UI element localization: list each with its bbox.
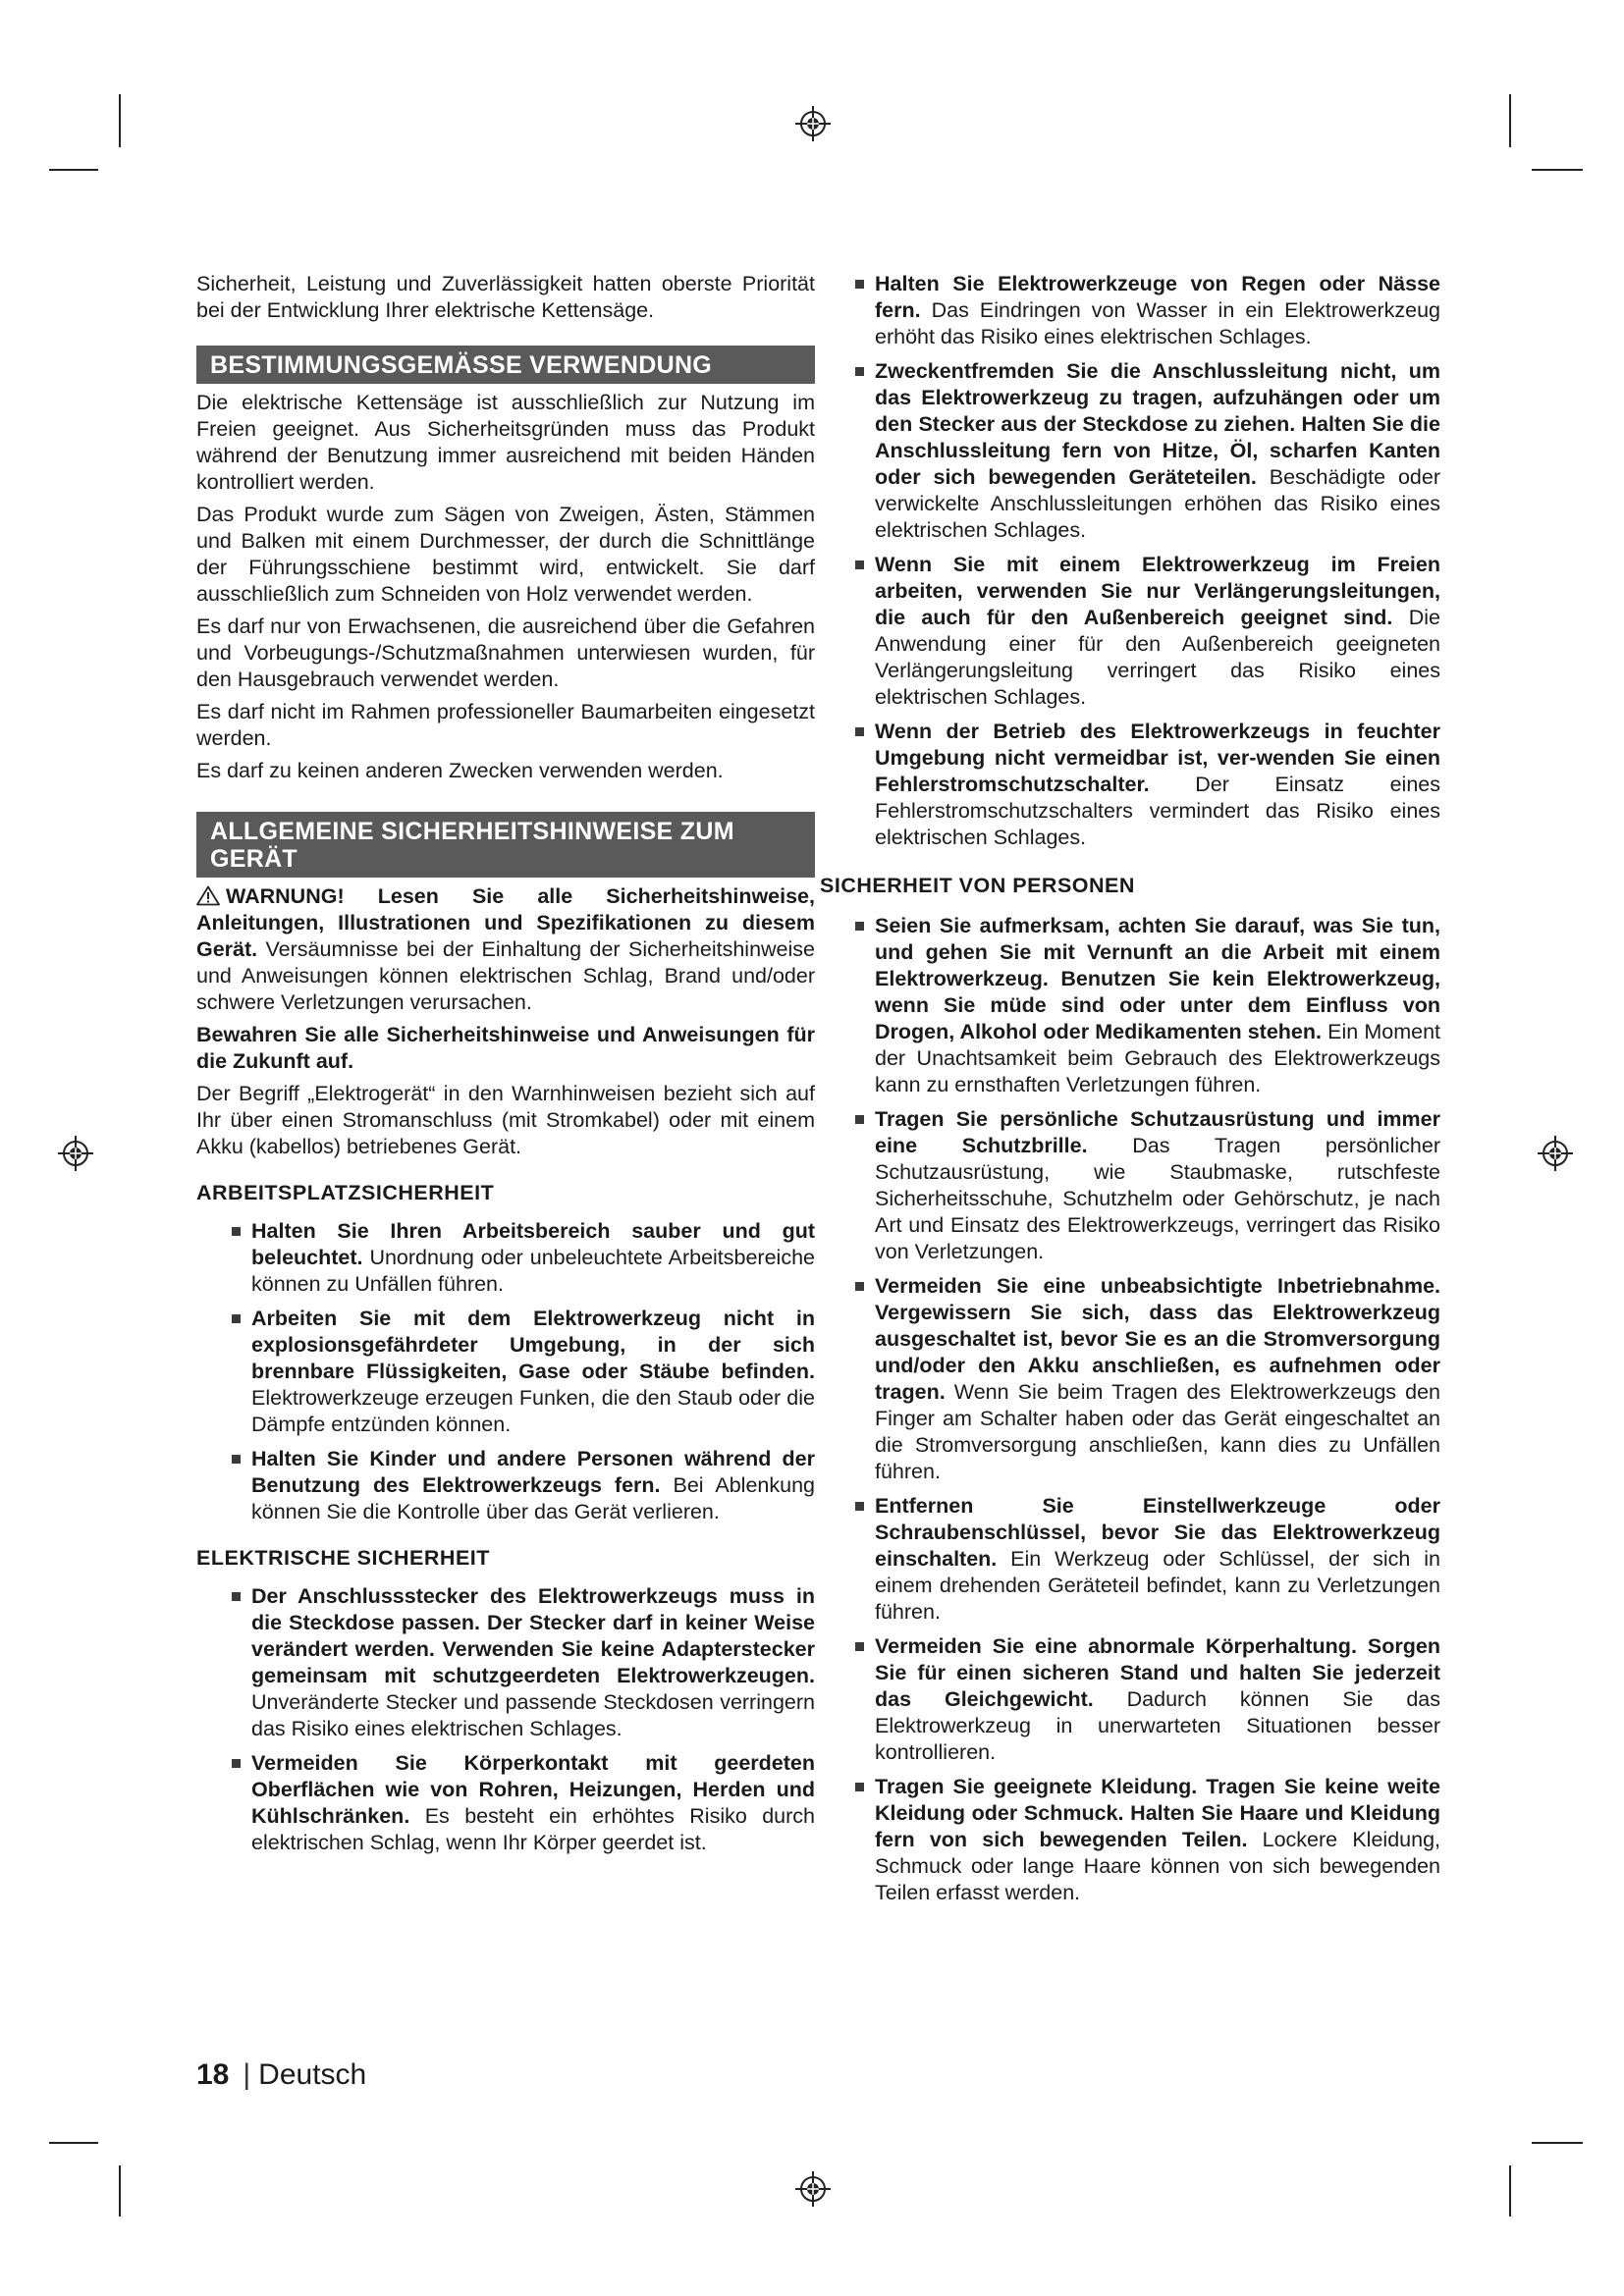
bullet-square-icon: [855, 1642, 864, 1651]
list-item: Tragen Sie persönliche Schutzausrüstung und immer eine Schutzbrille. Das Tragen persönlicher Schutzausrüstung, wie Staubmaske, rutschfeste Sicherheitsschuhe, Schutzhelm oder Gehörschutz, je nach Art und Einsatz des Elektrowerkzeugs, verringert das Risiko von Verletzungen.: [855, 1106, 1440, 1265]
bullet-square-icon: [855, 367, 864, 376]
bullet-square-icon: [232, 1314, 241, 1323]
registration-mark-icon: [1536, 1134, 1575, 1173]
intended-use-paragraph: Es darf nur von Erwachsenen, die ausreichend über die Gefahren und Vorbeugungs-/Schutzmaßnahmen unterwiesen wurden, für den Hausgebrauch verwendet werden.: [196, 614, 815, 691]
electrical-safety-list: [196, 1583, 815, 1856]
bullet-square-icon: [232, 1592, 241, 1601]
bullet-square-icon: [855, 1115, 864, 1124]
bullet-square-icon: [232, 1759, 241, 1768]
list-item: Halten Sie Kinder und andere Personen während der Benutzung des Elektrowerkzeugs fern. Bei Ablenkung können Sie die Kontrolle über das Gerät verlieren.: [232, 1446, 815, 1525]
subheading-personal-safety: SICHERHEIT VON PERSONEN: [820, 874, 1135, 897]
crop-mark-top-right-horizontal: [1532, 169, 1583, 171]
keep-instructions-paragraph: [196, 1022, 815, 1075]
intended-use-paragraph: Das Produkt wurde zum Sägen von Zweigen, Ästen, Stämmen und Balken mit einem Durchmesser, der durch die Schnittlänge der Führungsschiene bestimmt wird, entwickelt. Sie darf ausschließlich zum Schneiden von Holz verwendet werden.: [196, 503, 815, 606]
subheading-workplace-safety: ARBEITSPLATZSICHERHEIT: [196, 1181, 495, 1204]
registration-mark-icon: [793, 104, 833, 143]
list-item: Seien Sie aufmerksam, achten Sie darauf, was Sie tun, und gehen Sie mit Vernunft an die Arbeit mit einem Elektrowerkzeug. Benutzen Sie kein Elektrowerkzeug, wenn Sie müde sind oder unter dem Einfluss von Drogen, Alkohol oder Medikamenten stehen. Ein Moment der Unachtsamkeit beim Gebrauch des Elektrowerkzeugs kann zu ernsthaften Verletzungen führen.: [855, 913, 1440, 1098]
left-column: [196, 271, 815, 1864]
warning-triangle-icon: [196, 885, 220, 906]
intro-paragraph: Sicherheit, Leistung und Zuverlässigkeit hatten oberste Priorität bei der Entwicklung Ihrer elektrische Kettensäge.: [196, 272, 815, 322]
warning-bold-text: WARNUNG! Lesen Sie alle Sicherheitshinweise, Anleitungen, Illustrationen und Spezifikationen zu diesem Gerät.: [196, 884, 815, 961]
subheading-electrical-safety: ELEKTRISCHE SICHERHEIT: [196, 1546, 490, 1570]
bullet-square-icon: [855, 1783, 864, 1791]
list-item: Wenn Sie mit einem Elektrowerkzeug im Freien arbeiten, verwenden Sie nur Verlängerungsleitungen, die auch für den Außenbereich geeignet sind. Die Anwendung einer für den Außenbereich geeigneten Verlängerungsleitung verringert das Risiko eines elektrischen Schlages.: [855, 552, 1440, 711]
bullet-square-icon: [855, 1502, 864, 1511]
footer-language: Deutsch: [258, 2058, 367, 2091]
bullet-square-icon: [232, 1455, 241, 1464]
bullet-square-icon: [855, 280, 864, 289]
intended-use-paragraph: Es darf nicht im Rahmen professioneller Baumarbeiten eingesetzt werden.: [196, 700, 815, 750]
list-item: Vermeiden Sie Körperkontakt mit geerdeten Oberflächen wie von Rohren, Heizungen, Herden und Kühlschränken. Es besteht ein erhöhtes Risiko durch elektrischen Schlag, wenn Ihr Körper geerdet ist.: [232, 1750, 815, 1856]
bullet-square-icon: [855, 727, 864, 736]
list-item: Vermeiden Sie eine abnormale Körperhaltung. Sorgen Sie für einen sicheren Stand und halten Sie jederzeit das Gleichgewicht. Dadurch können Sie das Elektrowerkzeug in unerwarteten Situationen besser kontrollieren.: [855, 1633, 1440, 1766]
list-item: Arbeiten Sie mit dem Elektrowerkzeug nicht in explosionsgefährdeter Umgebung, in der sich brennbare Flüssigkeiten, Gase oder Stäube befinden. Elektrowerkzeuge erzeugen Funken, die den Staub oder die Dämpfe entzünden können.: [232, 1306, 815, 1438]
page-footer: [196, 2058, 366, 2092]
registration-mark-icon: [793, 2169, 833, 2209]
bullet-square-icon: [855, 561, 864, 569]
list-item: Vermeiden Sie eine unbeabsichtigte Inbetriebnahme. Vergewissern Sie sich, dass das Elektrowerkzeug ausgeschaltet ist, bevor Sie es an die Stromversorgung und/oder den Akku anschließen, es aufnehmen oder tragen. Wenn Sie beim Tragen des Elektrowerkzeugs den Finger am Schalter haben oder das Gerät eingeschaltet an die Stromversorgung anschließen, kann dies zu Unfällen führen.: [855, 1273, 1440, 1485]
electrical-safety-list-continued: [838, 271, 1440, 851]
intended-use-paragraph: Die elektrische Kettensäge ist ausschließlich zur Nutzung im Freien geeignet. Aus Sicherheitsgründen muss das Produkt während der Benutzung immer ausreichend mit beiden Händen kontrolliert werden.: [196, 391, 815, 494]
list-item: Zweckentfremden Sie die Anschlussleitung nicht, um das Elektrowerkzeug zu tragen, aufzuhängen oder um den Stecker aus der Steckdose zu ziehen. Halten Sie die Anschlussleitung fern von Hitze, Öl, scharfen Kanten oder sich bewegenden Geräteteilen. Beschädigte oder verwickelte Anschlussleitungen erhöhen das Risiko eines elektrischen Schlages.: [855, 358, 1440, 544]
workplace-safety-list: [196, 1218, 815, 1525]
list-item: Halten Sie Elektrowerkzeuge von Regen oder Nässe fern. Das Eindringen von Wasser in ein Elektrowerkzeug erhöht das Risiko eines elektrischen Schlages.: [855, 271, 1440, 350]
registration-mark-icon: [56, 1134, 95, 1173]
crop-mark-top-left-horizontal: [49, 169, 98, 171]
crop-mark-bottom-left-horizontal: [49, 2142, 98, 2144]
warning-text: Versäumnisse bei der Einhaltung der Sicherheitshinweise und Anweisungen können elektrischen Schlag, Brand und/oder schwere Verletzungen verursachen.: [196, 937, 815, 1014]
bullet-square-icon: [855, 922, 864, 931]
list-item: Der Anschlussstecker des Elektrowerkzeugs muss in die Steckdose passen. Der Stecker darf in keiner Weise verändert werden. Verwenden Sie keine Adapterstecker gemeinsam mit schutzgeerdeten Elektrowerkzeugen. Unveränderte Stecker und passende Steckdosen verringern das Risiko eines elektrischen Schlages.: [232, 1583, 815, 1742]
crop-mark-top-right-vertical: [1509, 94, 1511, 147]
bullet-square-icon: [232, 1227, 241, 1236]
section-heading-intended-use: BESTIMMUNGSGEMÄSSE VERWENDUNG: [196, 346, 815, 384]
list-item: Entfernen Sie Einstellwerkzeuge oder Schraubenschlüssel, bevor Sie das Elektrowerkzeug einschalten. Ein Werkzeug oder Schlüssel, der sich in einem drehenden Geräteteil befindet, kann zu Verletzungen führen.: [855, 1493, 1440, 1626]
intended-use-paragraph: Es darf zu keinen anderen Zwecken verwenden werden.: [196, 759, 724, 782]
crop-mark-bottom-left-vertical: [119, 2165, 121, 2216]
right-column: [820, 271, 1441, 1914]
bullet-square-icon: [855, 1282, 864, 1291]
page-number: 18: [196, 2058, 230, 2091]
crop-mark-bottom-right-horizontal: [1532, 2142, 1583, 2144]
footer-separator: |: [243, 2058, 251, 2091]
list-item: Tragen Sie geeignete Kleidung. Tragen Sie keine weite Kleidung oder Schmuck. Halten Sie Haare und Kleidung fern von sich bewegenden Teilen. Lockere Kleidung, Schmuck oder lange Haare können von sich bewegenden Teilen erfasst werden.: [855, 1774, 1440, 1906]
list-item: Halten Sie Ihren Arbeitsbereich sauber und gut beleuchtet. Unordnung oder unbeleuchtete Arbeitsbereiche können zu Unfällen führen.: [232, 1218, 815, 1298]
crop-mark-bottom-right-vertical: [1509, 2165, 1511, 2216]
warning-paragraph: [196, 883, 815, 1016]
term-definition-paragraph: Der Begriff „Elektrogerät“ in den Warnhinweisen bezieht sich auf Ihr über einen Stromanschluss (mit Stromkabel) oder mit einem Akku (kabellos) betriebenes Gerät.: [196, 1082, 815, 1158]
list-item: Wenn der Betrieb des Elektrowerkzeugs in feuchter Umgebung nicht vermeidbar ist, ver-wenden Sie einen Fehlerstromschutzschalter. Der Einsatz eines Fehlerstromschutzschalters vermindert das Risiko eines elektrischen Schlages.: [855, 719, 1440, 851]
personal-safety-list: [838, 913, 1440, 1906]
keep-instructions-text: Bewahren Sie alle Sicherheitshinweise und Anweisungen für die Zukunft auf.: [196, 1023, 815, 1073]
crop-mark-top-left-vertical: [119, 94, 121, 147]
section-heading-general-safety: ALLGEMEINE SICHERHEITSHINWEISE ZUM GERÄT: [196, 812, 815, 878]
